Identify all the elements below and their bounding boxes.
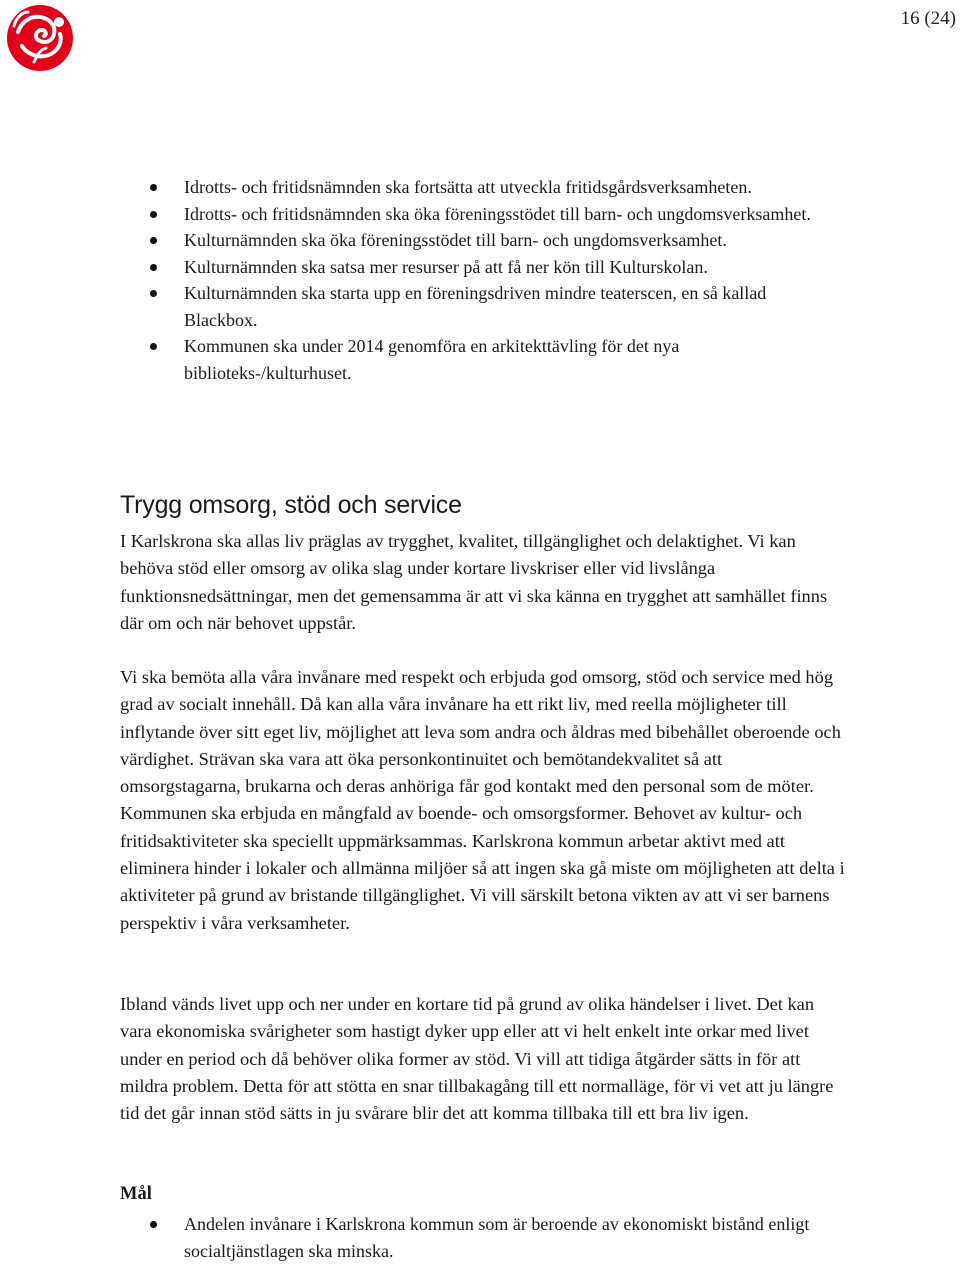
list-item-text: Kulturnämnden ska satsa mer resurser på att få ner kön till Kulturskolan. [184,256,708,277]
bullet-icon [150,184,157,191]
page-number: 16 (24) [900,8,956,29]
bullet-icon [150,343,157,350]
paragraph-care: Vi ska bemöta alla våra invånare med respekt och erbjuda god omsorg, stöd och service med hög grad av socialt innehåll. Då kan alla våra invånare ha ett rikt liv, med reella möjligheter till inflytande över sitt eget liv, möjlighet att leva som andra och åldras med bibehållet oberoende och värdighet. Strävan ska vara att öka personkontinuitet och bemötandekvalitet så att omsorgstagarna, brukarna och deras anhöriga får god kontakt med den personal som de möter. Kommunen ska erbjuda en mångfald av boende- och omsorgsformer. Behovet av kultur- och fritidsaktiviteter ska speciellt uppmärksammas. Karlskrona kommun arbetar aktivt med att eliminera hinder i lokaler och allmänna miljöer så att ingen ska gå miste om möjligheten att delta i aktiviteter på grund av bristande tillgänglighet. Vi vill särskilt betona vikten av att vi ser barnens perspektiv i våra verksamheter. [120,667,845,933]
list-item-text: Idrotts- och fritidsnämnden ska fortsätta att utveckla fritidsgårdsverksamheten. [184,177,752,197]
activity-bullet-list [120,174,840,386]
list-item [120,333,840,386]
red-rose-logo-icon [4,2,76,74]
list-item [120,201,840,228]
paragraph-intro: I Karlskrona ska allas liv präglas av trygghet, kvalitet, tillgänglighet och delaktighet. Vi kan behöva stöd eller omsorg av olika slag under kortare livskriser eller vid livslånga funktionsnedsättningar, men det gemensamma är att vi ska känna en trygghet att samhället finns där om och när behovet uppstår. [120,531,828,633]
bullet-icon [150,1221,157,1228]
bullet-icon [150,237,157,244]
list-item-text: Idrotts- och fritidsnämnden ska öka föreningsstödet till barn- och ungdomsverksamhet. [184,203,811,224]
section-heading: Trygg omsorg, stöd och service [120,491,462,519]
paragraph-support: Ibland vänds livet upp och ner under en kortare tid på grund av olika händelser i livet. Det kan vara ekonomiska svårigheter som hastigt dyker upp eller att vi helt enkelt inte orkar med livet under en period och då behöver olika former av stöd. Vi vill att tidiga åtgärder sätts in för att mildra problem. Detta för att stötta en snar tillbakagång till ett normalläge, för vi vet att ju längre tid det går innan stöd sätts in ju svårare blir det att komma tillbaka till ett bra liv igen. [120,994,834,1124]
goals-heading: Mål [120,1184,152,1204]
list-item [120,254,840,281]
list-item [120,174,840,201]
bullet-icon [150,290,157,297]
bullet-icon [150,211,157,218]
list-item [120,280,840,333]
goals-bullet-list [120,1211,840,1264]
list-item-text: Kulturnämnden ska öka föreningsstödet till barn- och ungdomsverksamhet. [184,230,727,250]
bullet-icon [150,264,157,271]
list-item-text: Andelen invånare i Karlskrona kommun som är beroende av ekonomiskt bistånd enligt socialtjänstlagen ska minska. [184,1214,810,1261]
list-item-text: Kulturnämnden ska starta upp en föreningsdriven mindre teaterscen, en så kallad Blackbox. [184,283,767,330]
list-item [120,1211,840,1264]
list-item-text: Kommunen ska under 2014 genomföra en arkitekttävling för det nya biblioteks-/kulturhuset. [184,336,680,383]
list-item [120,227,840,254]
